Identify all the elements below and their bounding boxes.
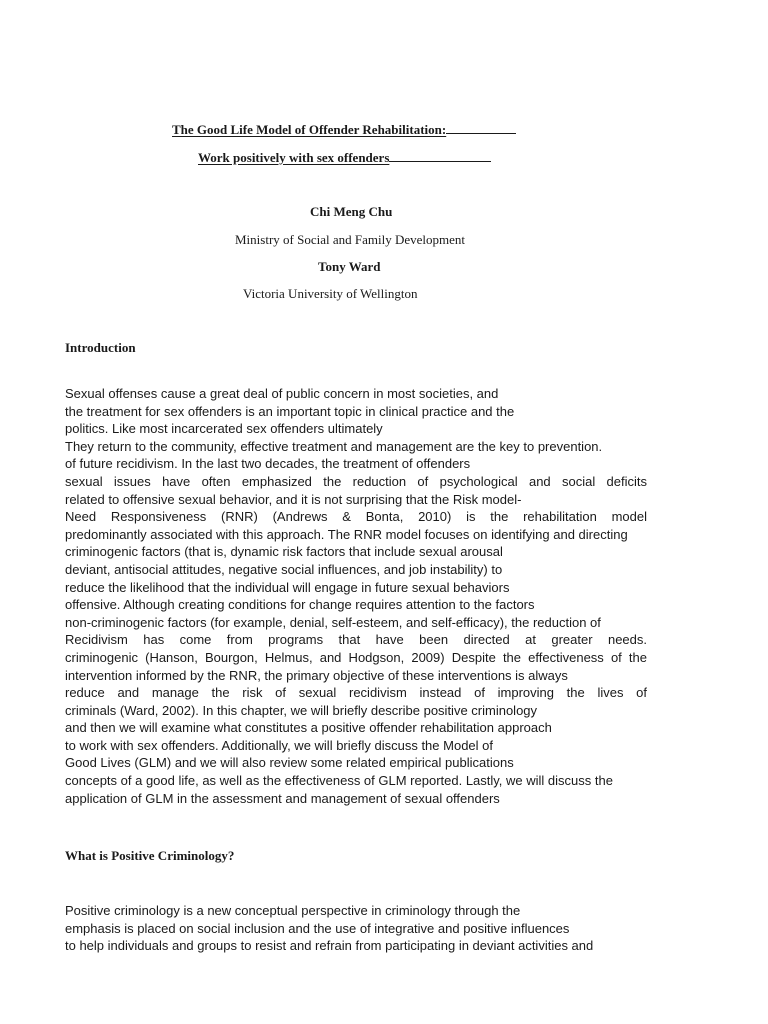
paragraph-line: and then we will examine what constitutes a positive offender rehabilitation approach (65, 720, 552, 736)
paragraph-line: deviant, antisocial attitudes, negative social influences, and job instability) to (65, 561, 503, 577)
paragraph-line: emphasis is placed on social inclusion and the use of integrative and positive influences (65, 920, 570, 936)
paragraph-line: criminogenic factors (that is, dynamic risk factors that include sexual arousal (65, 544, 503, 560)
title-text-1: The Good Life Model of Offender Rehabilitation: (172, 122, 447, 137)
paragraph-line: predominantly associated with this approach. The RNR model focuses on identifying and directing (65, 526, 628, 542)
paragraph-line: of future recidivism. In the last two decades, the treatment of offenders (65, 456, 471, 472)
document-title-line-2 (198, 149, 491, 166)
paragraph-line: offensive. Although creating conditions for change requires attention to the factors (65, 597, 535, 613)
section-heading-introduction: Introduction (65, 340, 136, 355)
title-text-2: Work positively with sex offenders (198, 150, 390, 165)
paragraph-line: Good Lives (GLM) and we will also review some related empirical publications (65, 755, 514, 771)
paragraph-line: to work with sex offenders. Additionally, we will briefly discuss the Model of (65, 737, 493, 753)
title-underline-fill-2 (389, 149, 491, 162)
paragraph-line: non-criminogenic factors (for example, denial, self-esteem, and self-efficacy), the reduction of (65, 614, 601, 630)
paragraph-line: criminals (Ward, 2002). In this chapter, we will briefly describe positive criminology (65, 702, 538, 718)
paragraph-line: concepts of a good life, as well as the effectiveness of GLM reported. Lastly, we will discuss the (65, 773, 613, 789)
paragraph-line: Positive criminology is a new conceptual perspective in criminology through the (65, 903, 521, 918)
introduction-paragraph (65, 385, 647, 807)
paragraph-line: intervention informed by the RNR, the primary objective of these interventions is always (65, 667, 568, 683)
positive-criminology-paragraph (65, 902, 647, 955)
paragraph-line: the treatment for sex offenders is an important topic in clinical practice and the (65, 403, 515, 419)
paragraph-line: Sexual offenses cause a great deal of public concern in most societies, and (65, 386, 499, 401)
author-name-1: Chi Meng Chu (310, 204, 393, 219)
author-affiliation-1: Ministry of Social and Family Development (235, 232, 465, 247)
section-heading-positive-criminology: What is Positive Criminology? (65, 848, 235, 863)
title-underline-fill-1 (446, 121, 516, 134)
author-affiliation-2: Victoria University of Wellington (243, 286, 418, 301)
paragraph-line: application of GLM in the assessment and management of sexual offenders (65, 790, 500, 806)
paragraph-line: reduce and manage the risk of sexual recidivism instead of improving the lives of (65, 685, 647, 701)
document-title-line-1 (172, 121, 516, 138)
paragraph-line: They return to the community, effective treatment and management are the key to prevention. (65, 438, 603, 454)
paragraph-line: related to offensive sexual behavior, and it is not surprising that the Risk model- (65, 491, 522, 507)
paragraph-line: criminogenic (Hanson, Bourgon, Helmus, and Hodgson, 2009) Despite the effectiveness of the (65, 649, 647, 665)
author-name-2: Tony Ward (318, 259, 381, 274)
paragraph-line: sexual issues have often emphasized the reduction of psychological and social deficits (65, 473, 647, 489)
paragraph-line: politics. Like most incarcerated sex offenders ultimately (65, 421, 383, 437)
paragraph-line: Need Responsiveness (RNR) (Andrews & Bonta, 2010) is the rehabilitation model (65, 509, 647, 525)
paragraph-line: Recidivism has come from programs that have been directed at greater needs. (65, 632, 647, 648)
paragraph-line: reduce the likelihood that the individual will engage in future sexual behaviors (65, 579, 510, 595)
paragraph-line: to help individuals and groups to resist and refrain from participating in deviant activities and (65, 938, 594, 954)
